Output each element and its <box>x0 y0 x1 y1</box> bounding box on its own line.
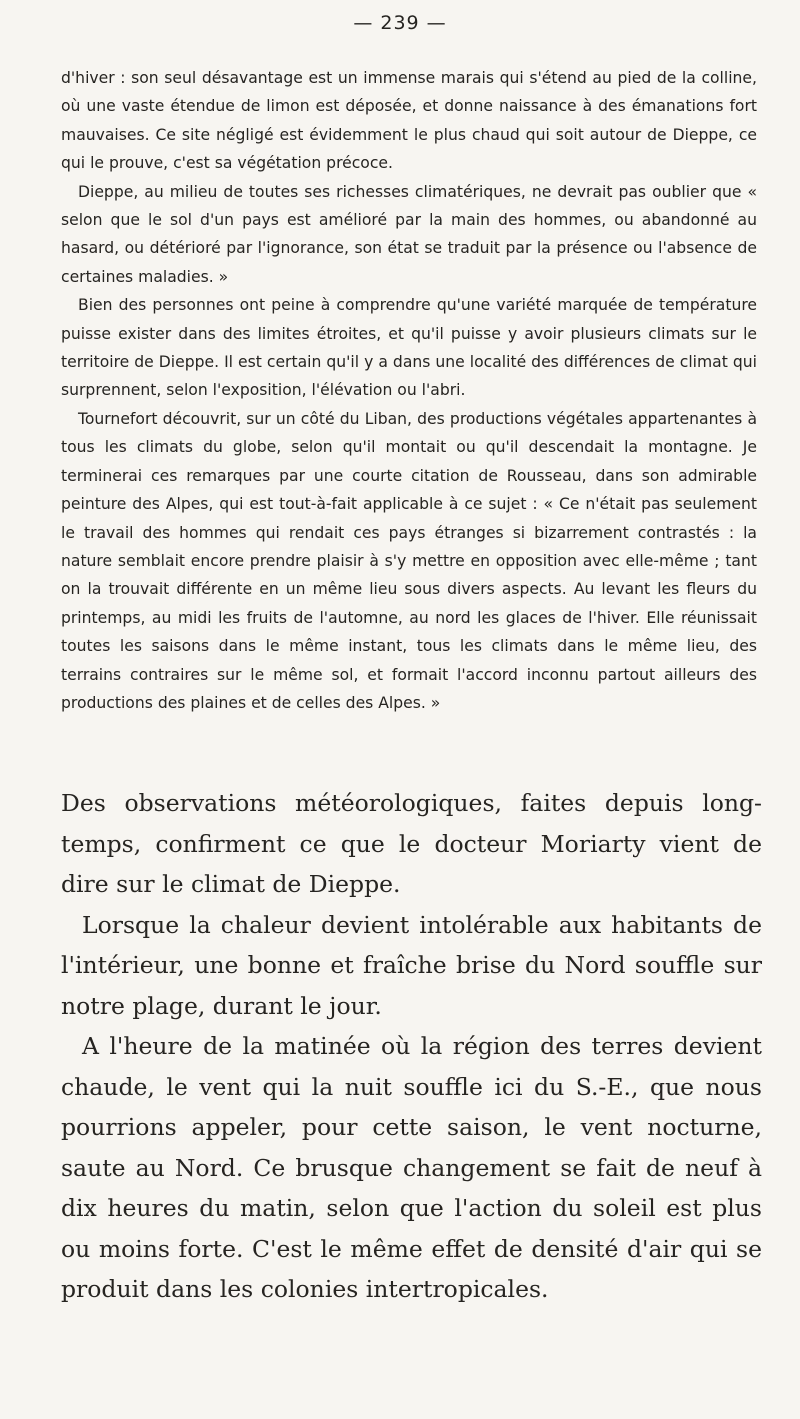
commentary-block <box>61 64 757 717</box>
paragraph: Bien des personnes ont peine à comprendre qu'une variété marquée de température puisse exister dans des limites étroites, et qu'il puisse y avoir plusieurs climats sur le territoire de Dieppe. Il est certain qu'il y a dans une localité des différences de climat qui surprennent, selon l'exposition, l'élévation ou l'abri. <box>61 296 757 400</box>
paragraph: Dieppe, au milieu de toutes ses richesses climatériques, ne devrait pas oublier que « selon que le sol d'un pays est amélioré par la main des hommes, ou abandonné au hasard, ou détérioré par l'ignorance, son état se traduit par la présence ou l'absence de certaines maladies. » <box>61 182 757 286</box>
paragraph: Des observations météorologiques, faites depuis long-temps, confirment ce que le docteur Moriarty vient de dire sur le climat de Dieppe. <box>61 789 762 898</box>
paragraph: Lorsque la chaleur devient intolérable aux habitants de l'intérieur, une bonne et fraîche brise du Nord souffle sur notre plage, durant le jour. <box>61 910 762 1020</box>
main-text-block <box>61 783 762 1310</box>
paragraph: d'hiver : son seul désavantage est un immense marais qui s'étend au pied de la colline, où une vaste étendue de limon est déposée, et donne naissance à des émanations fort mauvaises. Ce site négligé est évidemment le plus chaud qui soit autour de Dieppe, ce qui le prouve, c'est sa végétation précoce. <box>61 69 757 173</box>
page-number: — 239 — <box>353 12 447 34</box>
paragraph: A l'heure de la matinée où la région des terres devient chaude, le vent qui la nuit souffle ici du S.-E., que nous pourrions appeler, pour cette saison, le vent nocturne, saute au Nord. Ce brusque changement se fait de neuf à dix heures du matin, selon que l'action du soleil est plus ou moins forte. C'est le même effet de densité d'air qui se produit dans les colonies intertropicales. <box>61 1032 762 1303</box>
paragraph: Tournefort découvrit, sur un côté du Liban, des productions végétales appartenantes à tous les climats du globe, selon qu'il montait ou qu'il descendait la montagne. Je terminerai ces remarques par une courte citation de Rousseau, dans son admirable peinture des Alpes, qui est tout-à-fait applicable à ce sujet : « Ce n'était pas seulement le travail des hommes qui rendait ces pays étranges si bizarrement contrastés : la nature semblait encore prendre plaisir à s'y mettre en opposition avec elle-même ; tant on la trouvait différente en un même lieu sous divers aspects. Au levant les fleurs du printemps, au midi les fruits de l'automne, au nord les glaces de l'hiver. Elle réunissait toutes les saisons dans le même instant, tous les climats dans le même lieu, des terrains contraires sur le même sol, et formait l'accord inconnu partout ailleurs des productions des plaines et de celles des Alpes. » <box>61 409 757 712</box>
